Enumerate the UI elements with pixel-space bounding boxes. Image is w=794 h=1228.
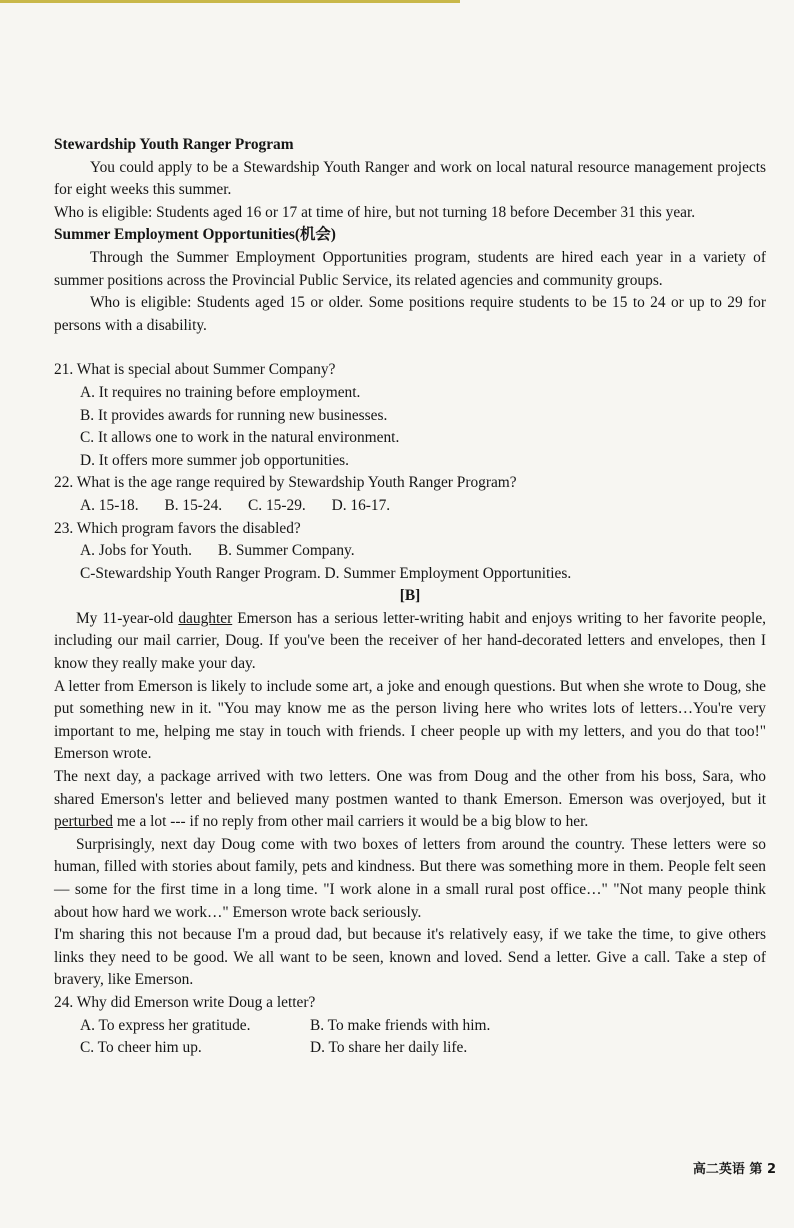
- question-24-stem: 24. Why did Emerson write Doug a letter?: [54, 993, 316, 1011]
- page-footer: 高二英语 第 2: [692, 1162, 776, 1177]
- program-desc-stewardship: You could apply to be a Stewardship Youth Ranger and work on local natural resource management projects for eight weeks this summer.: [54, 158, 766, 199]
- question-22-option-c: C. 15-29.: [248, 496, 306, 514]
- top-edge-line: [0, 0, 460, 3]
- passage-b-paragraph-1: [54, 608, 766, 676]
- question-21-option-b: B. It provides awards for running new businesses.: [80, 406, 388, 424]
- section-b-label: [B]: [399, 587, 421, 605]
- question-24-option-a: A. To express her gratitude.: [80, 1016, 251, 1034]
- passage-b-p1-text-a: My 11-year-old: [76, 609, 179, 627]
- program-eligible-stewardship: Who is eligible: Students aged 16 or 17 at time of hire, but not turning 18 before December 31 this year.: [54, 203, 696, 221]
- question-22-option-a: A. 15-18.: [80, 496, 139, 514]
- question-23-stem: 23. Which program favors the disabled?: [54, 519, 301, 537]
- passage-b-p3-text-b: me a lot --- if no reply from other mail carriers it would be a big blow to her.: [112, 813, 589, 831]
- question-24-options-cd: [54, 1037, 766, 1060]
- question-22-options: [54, 495, 766, 518]
- passage-b-p1-underlined: daughter: [178, 609, 233, 627]
- question-21-option-a: A. It requires no training before employment.: [80, 383, 361, 401]
- question-23-option-d: D. Summer Employment Opportunities.: [324, 564, 572, 582]
- question-21-option-c: C. It allows one to work in the natural environment.: [80, 429, 400, 447]
- passage-b-p1-text-b: Emerson has a serious letter-writing habit and enjoys writing to her favorite people, including our mail carrier, Doug. If you've been the receiver of her hand-decorated letters and envelopes, then I know they really make your day.: [54, 609, 766, 673]
- question-24-option-d: D. To share her daily life.: [310, 1039, 468, 1057]
- program-title-summer-employment: Summer Employment Opportunities(机会): [54, 226, 336, 244]
- program-eligible-summer-employment: Who is eligible: Students aged 15 or older. Some positions require students to be 15 to 24 or up to 29 for persons with a disability.: [54, 294, 766, 334]
- passage-b-paragraph-2: A letter from Emerson is likely to include some art, a joke and enough questions. But when she wrote to Doug, she put something new in it. "You may know me as the person living here who writes lots of letters…You're very important to me, helping me stay in touch with friends. I cheer people up with my letters, and you do that too!" Emerson wrote.: [54, 677, 766, 763]
- passage-b-p3-text-a: The next day, a package arrived with two letters. One was from Doug and the other from his boss, Sara, who shared Emerson's letter and believed many postmen wanted to thank Emerson. Emerson was overjoyed, but it: [54, 768, 766, 808]
- question-23-option-b: B. Summer Company.: [217, 542, 355, 560]
- question-23-option-a: A. Jobs for Youth.: [80, 542, 193, 560]
- question-22-option-d: D. 16-17.: [331, 496, 391, 514]
- document-page: [54, 134, 766, 1060]
- passage-b-p3-underlined: perturbed: [54, 813, 113, 831]
- question-23-option-c: C-Stewardship Youth Ranger Program.: [80, 564, 321, 582]
- program-title-stewardship: Stewardship Youth Ranger Program: [54, 136, 294, 153]
- question-21-stem: 21. What is special about Summer Company?: [54, 361, 336, 379]
- question-22-stem: 22. What is the age range required by Stewardship Youth Ranger Program?: [54, 474, 517, 492]
- passage-b-paragraph-3: [54, 766, 766, 834]
- question-23-options-cd: [54, 563, 766, 586]
- program-desc-summer-employment: Through the Summer Employment Opportunities program, students are hired each year in a variety of summer positions across the Provincial Public Service, its related agencies and community groups.: [54, 248, 766, 289]
- question-22-option-b: B. 15-24.: [164, 496, 223, 514]
- question-24-options-ab: [54, 1015, 766, 1038]
- passage-b-paragraph-5: I'm sharing this not because I'm a proud dad, but because it's relatively easy, if we take the time, to give others links they need to be good. We all want to be seen, known and loved. Send a letter. Give a call. Take a step of bravery, like Emerson.: [54, 926, 766, 989]
- question-24-option-c: C. To cheer him up.: [80, 1039, 202, 1057]
- passage-b-paragraph-4: Surprisingly, next day Doug come with two boxes of letters from around the country. These letters were so human, filled with stories about family, pets and kindness. But there was something more in them. People felt seen— some for the first time in a long time. "I work alone in a small rural post office…" "Not many people think about how hard we work…" Emerson wrote back seriously.: [54, 835, 766, 921]
- question-23-options-ab: [54, 540, 766, 563]
- question-24-option-b: B. To make friends with him.: [310, 1016, 491, 1034]
- question-21-option-d: D. It offers more summer job opportunities.: [80, 451, 350, 469]
